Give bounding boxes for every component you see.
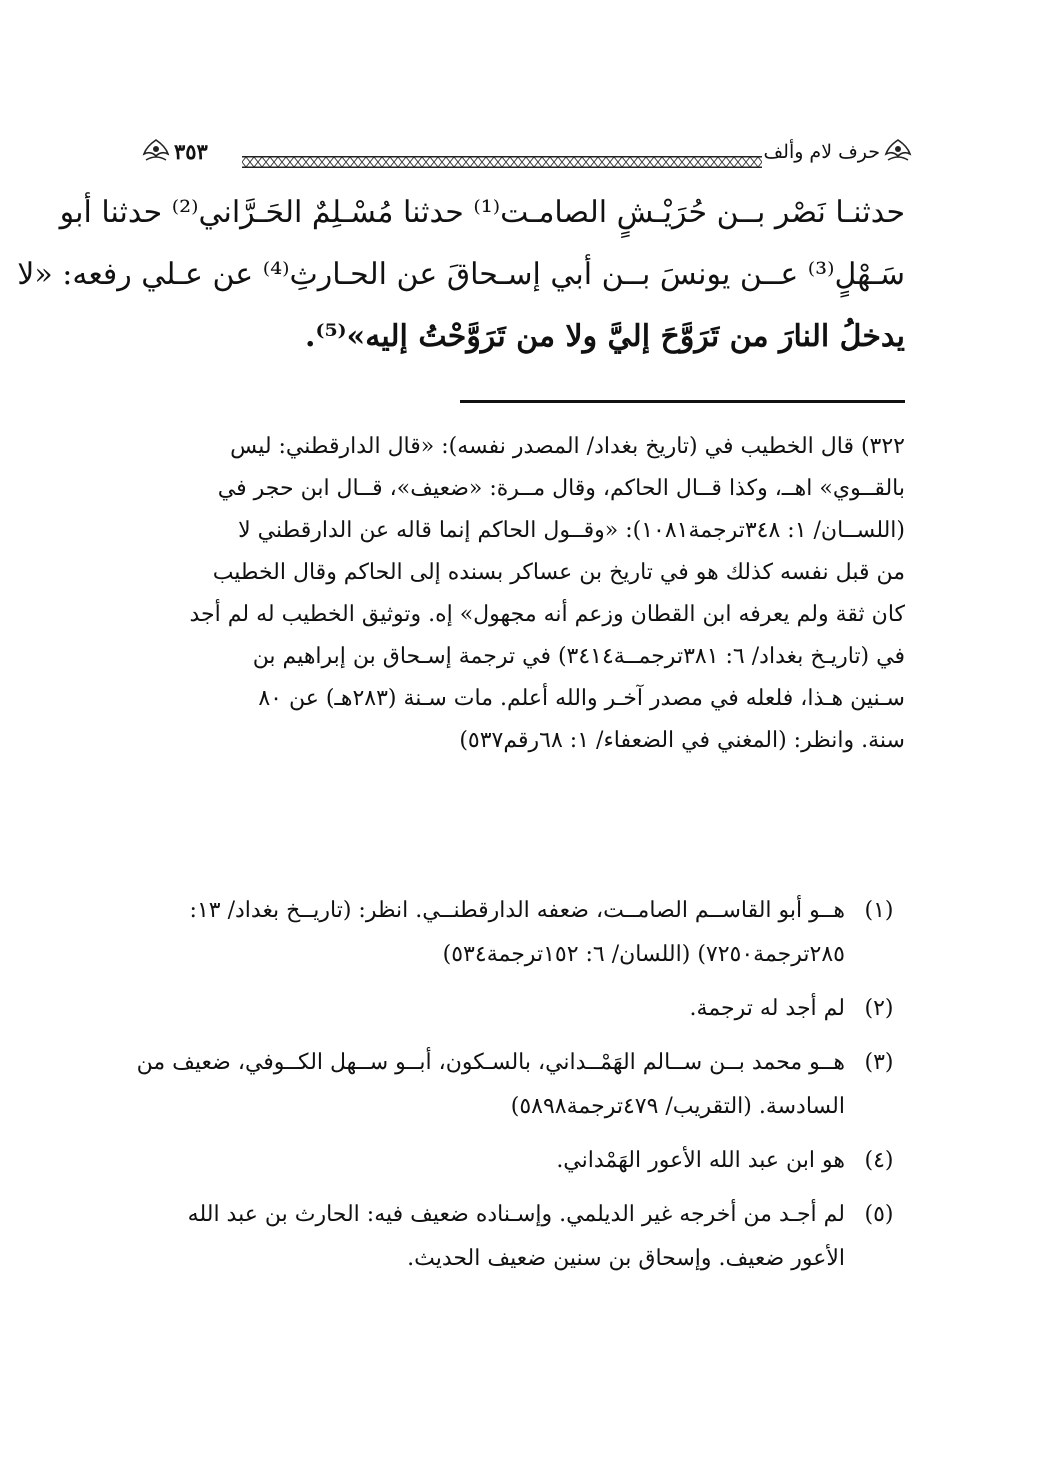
footnote-block	[135, 426, 905, 762]
note-line: الأعور ضعيف. وإسحاق بن سنين ضعيف الحديث.	[407, 1246, 845, 1271]
note-number: (٥)	[864, 1202, 894, 1227]
footnote-line: ٣٢٢) قال الخطيب في (تاريخ بغداد/ المصدر نفسه): «قال الدارقطني: ليس	[230, 434, 905, 459]
note-line: هــو محمد بــن ســالم الهَمْــداني، بالسـكون، أبــو ســهل الكــوفي، ضعيف من	[136, 1050, 845, 1075]
footnote-line: في (تاريـخ بغداد/ ٦: ٣٨١ترجمــة٣٤١٤) في ترجمة إسـحاق بن إبراهيم بن	[252, 644, 905, 669]
footnote-line: كان ثقة ولم يعرفه ابن القطان وزعم أنه مجهول» إه. وتوثيق الخطيب له لم أجد	[189, 602, 905, 627]
footnote-line: سـنين هـذا، فلعله في مصدر آخـر والله أعلم. مات سـنة (٢٨٣هـ) عن ٨٠	[258, 686, 905, 711]
note-line: لم أجـد من أخرجه غير الديلمي. وإسـناده ضعيف فيه: الحارث بن عبد الله	[187, 1202, 845, 1227]
main-line: حدثنـا نَصْر بــن حُرَيْـشٍ الصامـت⁽¹⁾ حدثنا مُسْـلِمٌ الحَـرَّاني⁽²⁾ حدثنا أبو	[59, 195, 905, 230]
footnote-line: (اللســان/ ١: ٣٤٨ترجمة١٠٨١): «وقــول الحاكم إنما قاله عن الدارقطني لا	[238, 518, 905, 543]
note-number: (٤)	[864, 1148, 894, 1173]
footnote-line: سنة. وانظر: (المغني في الضعفاء/ ١: ٦٨رقم٥٣٧)	[459, 728, 905, 753]
footnote-separator	[460, 400, 905, 403]
note-line: السادسة. (التقريب/ ٤٧٩ترجمة٥٨٩٨)	[510, 1094, 845, 1119]
note-number: (١)	[864, 898, 894, 923]
numbered-notes	[135, 889, 905, 1281]
footnote-line: من قبل نفسه كذلك هو في تاريخ بن عساكر بسنده إلى الحاكم وقال الخطيب	[212, 560, 905, 585]
decorative-band	[242, 156, 762, 168]
main-text	[17, 182, 905, 368]
note-item	[135, 889, 905, 977]
page-header	[142, 136, 912, 172]
note-item	[135, 987, 905, 1031]
note-line: لم أجد له ترجمة.	[689, 996, 845, 1021]
note-line: هو ابن عبد الله الأعور الهَمْداني.	[556, 1148, 845, 1173]
chapter-title: حرف لام وألف	[763, 141, 880, 163]
note-item	[135, 1139, 905, 1183]
main-line: يدخلُ النارَ من تَرَوَّحَ إليَّ ولا من تَرَوَّحْتُ إليه»⁽⁵⁾.	[305, 319, 905, 354]
note-item	[135, 1041, 905, 1129]
main-line: سَـهْلٍ⁽³⁾ عــن يونسَ بــن أبي إسـحاقَ عن الحـارثِ⁽⁴⁾ عن عـلي رفعه: «لا	[17, 257, 905, 292]
ornament-icon	[884, 138, 912, 166]
ornament-icon	[142, 138, 170, 166]
note-number: (٢)	[864, 996, 894, 1021]
note-line: ٢٨٥ترجمة٧٢٥٠) (اللسان/ ٦: ١٥٢ترجمة٥٣٤)	[442, 942, 845, 967]
footnote-line: بالقــوي» اهــ، وكذا قــال الحاكم، وقال مــرة: «ضعيف»، قــال ابن حجر في	[217, 476, 905, 501]
note-line: هــو أبو القاســم الصامــت، ضعفه الدارقطنــي. انظر: (تاريــخ بغداد/ ١٣:	[189, 898, 845, 923]
note-item	[135, 1193, 905, 1281]
page-number: ٣٥٣	[174, 139, 208, 164]
note-number: (٣)	[864, 1050, 894, 1075]
